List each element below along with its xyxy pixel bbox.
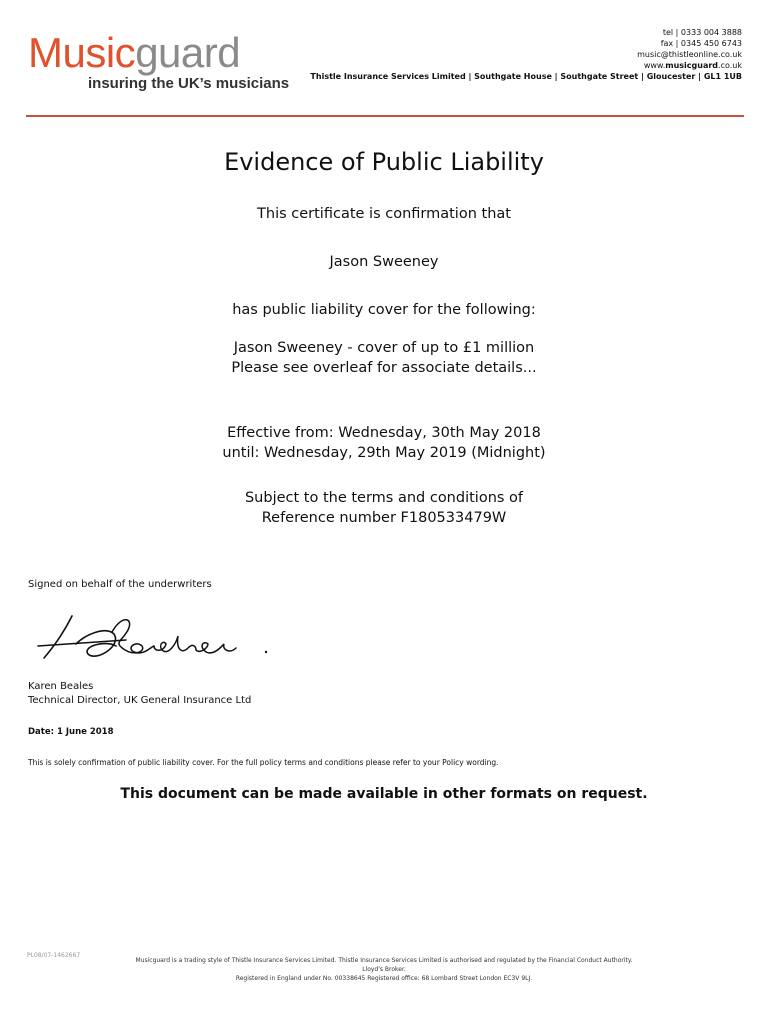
page-title: Evidence of Public Liability <box>224 148 544 176</box>
confirmation-text: This certificate is confirmation that <box>257 206 511 222</box>
contact-tel: tel | 0333 004 3888 <box>662 28 742 37</box>
solely-note: This is solely confirmation of public liability cover. For the full policy terms and conditions please refer to your Policy wording. <box>28 758 499 767</box>
reference-number: Reference number F180533479W <box>261 510 507 526</box>
cover-intro: has public liability cover for the following: <box>232 302 536 318</box>
contact-email[interactable]: music@thistleonline.co.uk <box>637 50 742 59</box>
contact-block <box>310 27 742 82</box>
handwritten-signature <box>36 606 276 676</box>
formats-note: This document can be made available in other formats on request. <box>120 786 648 802</box>
effective-until: until: Wednesday, 29th May 2019 (Midnight) <box>222 445 546 461</box>
terms-block <box>0 488 768 528</box>
contact-web[interactable]: www.musicguard.co.uk <box>643 61 742 70</box>
effective-period <box>0 423 768 463</box>
contact-fax: fax | 0345 450 6743 <box>660 39 742 48</box>
contact-address: Thistle Insurance Services Limited | Southgate House | Southgate Street | Gloucester | GL1 1UB <box>310 72 742 81</box>
logo-text-music: Music <box>28 29 136 76</box>
signed-behalf: Signed on behalf of the underwriters <box>28 579 212 590</box>
footer-text <box>130 956 638 983</box>
footer-line-1: Musicguard is a trading style of Thistle Insurance Services Limited. Thistle Insurance Services Limited is authorised and regulated by the Financial Conduct Authority. Lloyd's Broker. <box>135 957 633 973</box>
signatory <box>28 680 251 708</box>
cover-line: Jason Sweeney - cover of up to £1 million <box>233 340 535 356</box>
header-divider <box>26 115 744 117</box>
cover-details <box>0 338 768 378</box>
effective-from: Effective from: Wednesday, 30th May 2018 <box>227 425 541 441</box>
issue-date: Date: 1 June 2018 <box>28 727 114 737</box>
terms-text: Subject to the terms and conditions of <box>244 490 524 506</box>
signatory-name: Karen Beales <box>28 681 94 692</box>
overleaf-note: Please see overleaf for associate details... <box>231 360 537 376</box>
footer-line-2: Registered in England under No. 00338645 Registered office: 68 Lombard Street London EC3V 9LJ. <box>235 975 533 982</box>
reference-code: PL08/07-1462667 <box>27 952 81 959</box>
insured-name: Jason Sweeney <box>329 254 439 270</box>
logo-text-guard: guard <box>135 29 241 76</box>
signatory-title: Technical Director, UK General Insurance Ltd <box>28 695 252 706</box>
logo-tagline: insuring the UK’s musicians <box>88 75 290 92</box>
musicguard-logo <box>28 30 240 76</box>
